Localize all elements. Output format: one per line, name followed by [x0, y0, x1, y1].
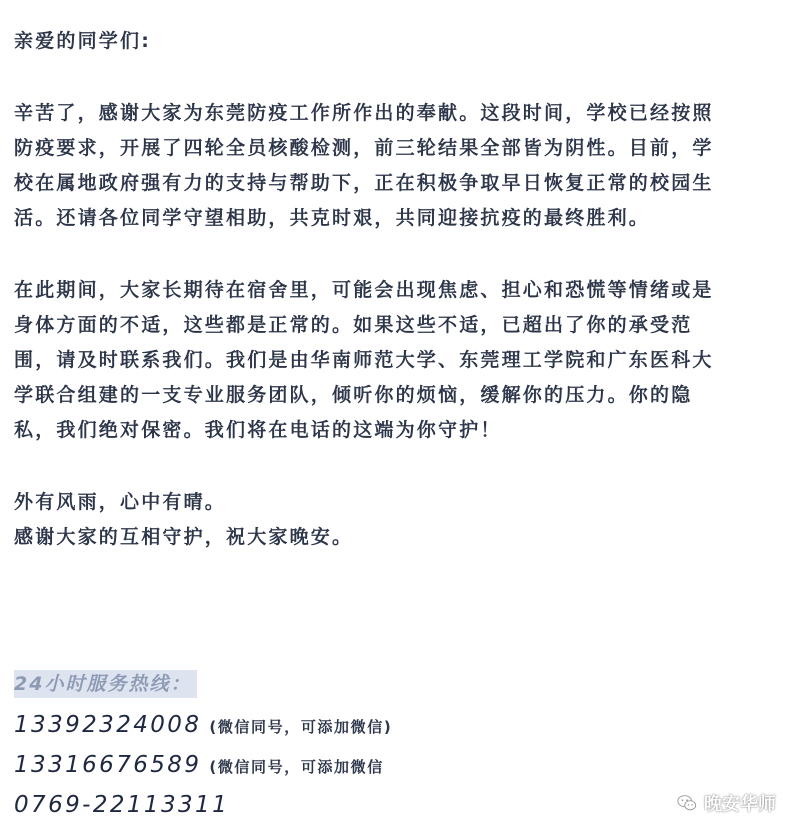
paragraph-line: 活。还请各位同学守望相助，共克时艰，共同迎接抗疫的最终胜利。: [14, 207, 651, 229]
paragraph-line: 身体方面的不适，这些都是正常的。如果这些不适，已超出了你的承受范: [14, 314, 693, 336]
watermark-text: 晚安华师: [704, 794, 776, 815]
paragraph-line: 辛苦了，感谢大家为东莞防疫工作所作出的奉献。这段时间，学校已经按照: [14, 102, 714, 124]
phone-number[interactable]: 13392324008: [14, 712, 202, 738]
paragraph-line: 防疫要求，开展了四轮全员核酸检测，前三轮结果全部皆为阴性。目前，学: [14, 137, 714, 159]
paragraph-gap: [14, 448, 784, 485]
paragraph-2: [14, 273, 784, 448]
paragraph-line: 在此期间，大家长期待在宿舍里，可能会出现焦虑、担心和恐慌等情绪或是: [14, 279, 714, 301]
hotline-title: 24小时服务热线：: [14, 670, 197, 698]
wechat-icon: [676, 792, 698, 814]
paragraph-1: [14, 96, 784, 236]
paragraph-gap: [14, 236, 784, 273]
phone-note: (微信同号，可添加微信: [209, 758, 384, 776]
letter-body: [14, 24, 784, 555]
phone-row: [14, 792, 784, 820]
phone-number[interactable]: 0769-22113311: [14, 792, 230, 818]
phone-row: [14, 712, 784, 740]
paragraph-line: 学联合组建的一支专业服务团队，倾听你的烦恼，缓解你的压力。你的隐: [14, 384, 693, 406]
paragraph-3: [14, 485, 784, 555]
phone-note: (微信同号，可添加微信): [209, 718, 393, 736]
paragraph-line: 围，请及时联系我们。我们是由华南师范大学、东莞理工学院和广东医科大: [14, 349, 714, 371]
hotline-section: [14, 670, 784, 820]
watermark: [676, 790, 776, 816]
paragraph-line: 私，我们绝对保密。我们将在电话的这端为你守护！: [14, 419, 502, 441]
paragraph-gap: [14, 59, 784, 96]
paragraph-line: 外有风雨，心中有晴。: [14, 491, 227, 513]
paragraph-line: 校在属地政府强有力的支持与帮助下，正在积极争取早日恢复正常的校园生: [14, 172, 714, 194]
phone-number[interactable]: 13316676589: [14, 752, 202, 778]
paragraph-line: 感谢大家的互相守护，祝大家晚安。: [14, 526, 354, 548]
phone-row: [14, 752, 784, 780]
greeting: 亲爱的同学们:: [14, 30, 151, 52]
